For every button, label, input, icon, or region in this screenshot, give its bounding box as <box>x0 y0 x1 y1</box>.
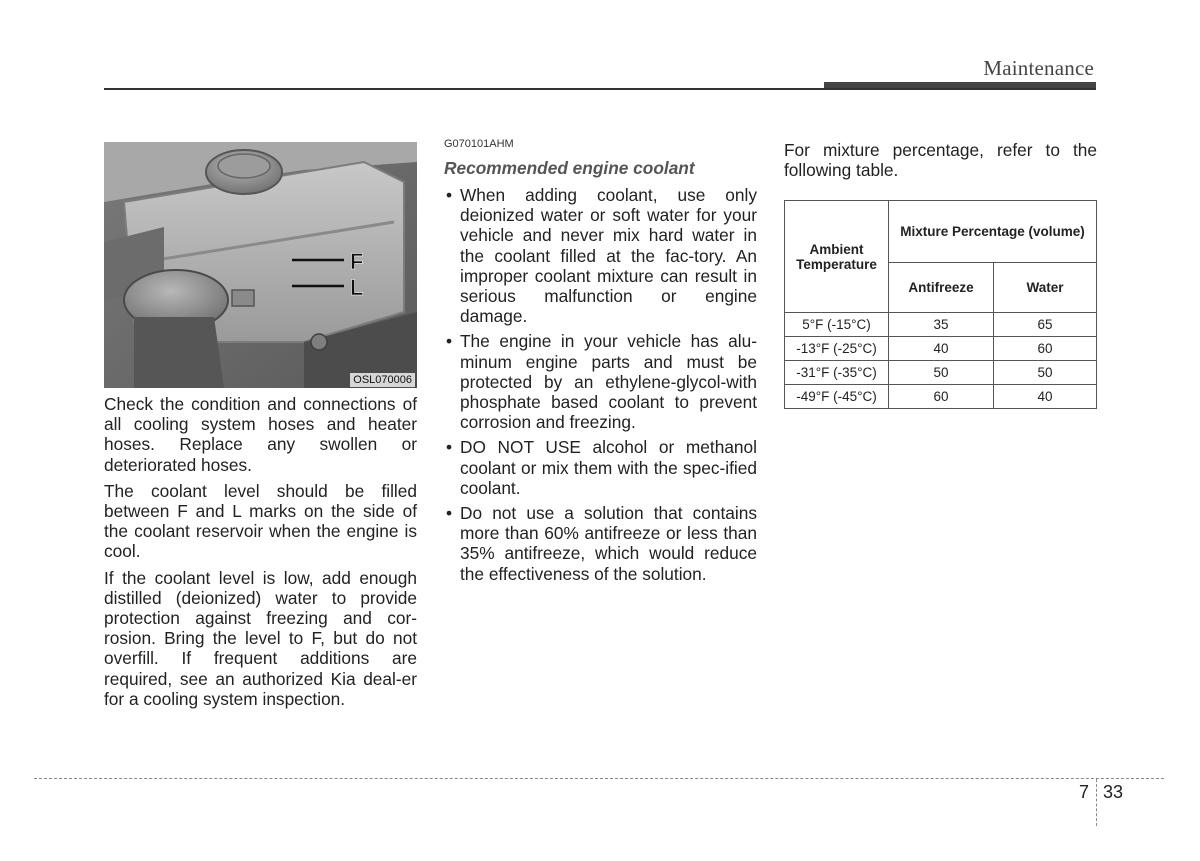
bullet-text: When adding coolant, use only deionized water or soft water for your vehicle and never mix hard water in the coolant filled at the fac-tory. An improper coolant mixture can result in serious malfunction or engine damage. <box>460 185 757 327</box>
section-heading: Recommended engine coolant <box>444 158 695 178</box>
right-column <box>784 140 1097 409</box>
paragraph-coolant-level: The coolant level should be filled between F and L marks on the side of the coolant reservoir when the engine is cool. <box>104 480 417 562</box>
header-ambient-line1: Ambient <box>809 241 864 257</box>
bullet-icon: • <box>446 331 453 352</box>
header-antifreeze: Antifreeze <box>889 263 994 313</box>
bullet-text: Do not use a solution that contains more than 60% antifreeze or less than 35% antifreeze, which would reduce the effectiveness of the solution. <box>460 503 757 584</box>
bullet-icon: • <box>446 503 453 524</box>
bullet-text: DO NOT USE alcohol or methanol coolant or mix them with the spec-ified coolant. <box>460 437 757 498</box>
page-header-title: Maintenance <box>983 56 1094 80</box>
mark-f-label: F <box>350 249 364 274</box>
list-item <box>444 331 757 432</box>
mark-l-label: L <box>350 275 364 300</box>
table-intro: For mixture percentage, refer to the following table. <box>784 140 1097 181</box>
table-row <box>785 337 1097 361</box>
table-row <box>785 361 1097 385</box>
left-column <box>104 142 417 715</box>
cell-antifreeze: 60 <box>889 385 994 409</box>
footer-divider <box>1096 779 1097 826</box>
cell-antifreeze: 40 <box>889 337 994 361</box>
cell-antifreeze: 35 <box>889 313 994 337</box>
photo-code: OSL070006 <box>350 373 415 387</box>
cell-temperature: -31°F (-35°C) <box>785 361 889 385</box>
cell-water: 50 <box>994 361 1097 385</box>
table-row <box>785 385 1097 409</box>
cell-water: 65 <box>994 313 1097 337</box>
cell-water: 40 <box>994 385 1097 409</box>
paragraph-hoses: Check the condition and connections of all cooling system hoses and heater hoses. Replace any swollen or deteriorated hoses. <box>104 394 417 475</box>
cell-antifreeze: 50 <box>889 361 994 385</box>
mixture-table <box>784 200 1097 409</box>
coolant-reservoir-photo <box>104 142 417 388</box>
middle-column <box>444 138 757 589</box>
bullet-text: The engine in your vehicle has alu-minum engine parts and must be protected by an ethylene-glycol-with phosphate based coolant to prevent corrosion and freezing. <box>460 331 757 433</box>
cell-temperature: -49°F (-45°C) <box>785 385 889 409</box>
list-item <box>444 437 757 498</box>
cell-water: 60 <box>994 337 1097 361</box>
cell-temperature: -13°F (-25°C) <box>785 337 889 361</box>
bullet-icon: • <box>446 185 453 205</box>
header-water: Water <box>994 263 1097 313</box>
chapter-number: 7 <box>1079 782 1090 802</box>
header-ambient-temperature <box>785 201 889 313</box>
list-item <box>444 503 757 584</box>
header-mixture-percentage: Mixture Percentage (volume) <box>889 201 1097 263</box>
coolant-bullets <box>444 185 757 584</box>
table-row <box>785 313 1097 337</box>
page-number: 33 <box>1103 782 1124 802</box>
header-ambient-line2: Temperature <box>796 256 877 272</box>
list-item <box>444 185 757 326</box>
bullet-icon: • <box>446 437 453 458</box>
footer-rule <box>34 778 1164 779</box>
paragraph-low-level: If the coolant level is low, add enough distilled (deionized) water to provide protection against freezing and cor-rosion. Bring the level to F, but do not overfill. If frequent additions are required, see an authorized Kia deal-er for a cooling system inspection. <box>104 567 417 709</box>
section-code: G070101AHM <box>444 138 514 150</box>
cell-temperature: 5°F (-15°C) <box>785 313 889 337</box>
header-rule <box>104 88 1096 90</box>
